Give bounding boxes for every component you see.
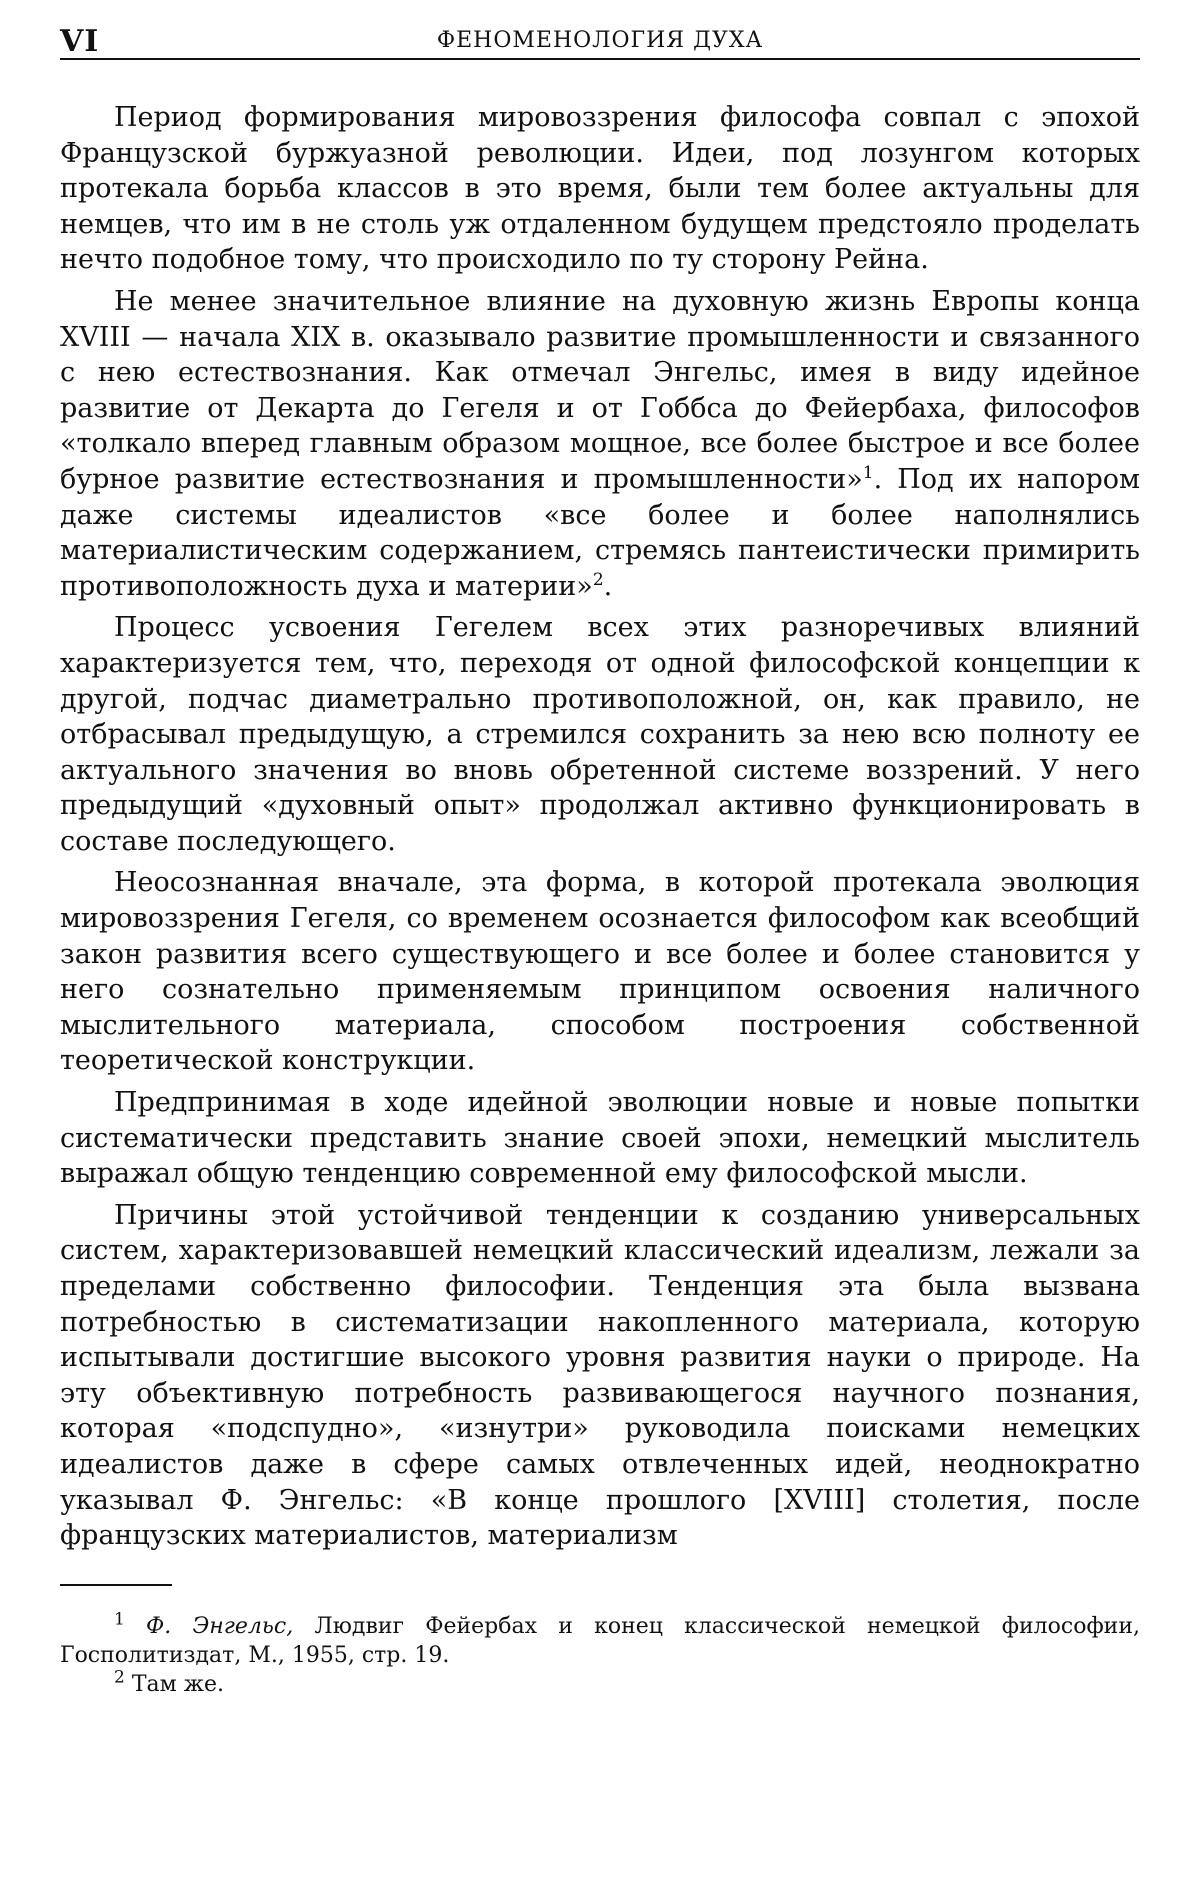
running-head (60, 18, 1140, 60)
paragraph-2 (60, 284, 1140, 604)
footnote-divider (60, 1584, 172, 1586)
paragraph-1: Период формирования мировоззрения философа совпал с эпохой Французской буржуазной революции. Идеи, под лозунгом которых протекала борьба классов в это время, были тем более актуальны для немцев, что им в не столь уж отдаленном будущем предстояло проделать нечто подобное тому, что происходило по ту сторону Рейна. (60, 102, 1140, 276)
footnote-ref-1: 1 (862, 462, 874, 483)
footnote-1-marker: 1 (114, 1609, 125, 1630)
paragraph-2-part-1: Не менее значительное влияние на духовную жизнь Европы конца XVIII — начала XIX в. оказывало развитие промышленности и связанного с нею естествознания. Как отмечал Энгельс, имея в виду идейное развитие от Декарта до Гегеля и от Гоббса до Фейербаха, философов «толкало вперед главным образом мощное, все более быстрое и все более бурное развитие естествознания и промышленности» (60, 285, 1140, 495)
paragraph-4: Неосознанная вначале, эта форма, в которой протекала эволюция мировоззрения Гегеля, со временем осознается философом как всеобщий закон развития всего существующего и все более и более становится у него сознательно применяемым принципом освоения наличного мыслительного материала, способом построения собственной теоретической конструкции. (60, 867, 1140, 1077)
body-text (60, 100, 1140, 1554)
book-page (60, 18, 1140, 1858)
footnote-2-marker: 2 (114, 1667, 125, 1688)
footnote-1 (60, 1609, 1140, 1670)
footnote-1-text: Людвиг Фейербах и конец классической немецкой философии, Госполитиздат, М., 1955, стр. 19. (60, 1613, 1140, 1668)
running-title: ФЕНОМЕНОЛОГИЯ ДУХА (436, 28, 764, 53)
page-number: VI (60, 24, 100, 59)
footnote-2 (60, 1667, 1140, 1699)
paragraph-2-part-2: . Под их напором даже системы идеалистов «все более и более наполнялись материалистическим содержанием, стремясь пантеистически примирить противоположность духа и материи» (60, 463, 1140, 602)
footnote-ref-2: 2 (592, 569, 604, 590)
paragraph-2-part-3: . (603, 570, 613, 602)
footnote-1-author: Ф. Энгельс, (146, 1613, 294, 1639)
footnote-2-text: Там же. (131, 1671, 224, 1697)
paragraph-3: Процесс усвоения Гегелем всех этих разноречивых влияний характеризуется тем, что, переходя от одной философской концепции к другой, подчас диаметрально противоположной, он, как правило, не отбрасывал предыдущую, а стремился сохранить за нею всю полноту ее актуального значения во вновь обретенной системе воззрений. У него предыдущий «духовный опыт» продолжал активно функционировать в составе последующего. (60, 612, 1140, 857)
footnotes (60, 1609, 1140, 1699)
paragraph-6: Причины этой устойчивой тенденции к созданию универсальных систем, характеризовавшей немецкий классический идеализм, лежали за пределами собственно философии. Тенденция эта была вызвана потребностью в систематизации накопленного материала, которую испытывали достигшие высокого уровня развития науки о природе. На эту объективную потребность развивающегося научного познания, которая «подспудно», «изнутри» руководила поисками немецких идеалистов даже в сфере самых отвлеченных идей, неоднократно указывал Ф. Энгельс: «В конце прошлого [XVIII] столетия, после французских материалистов, материализм (60, 1199, 1140, 1552)
paragraph-5: Предпринимая в ходе идейной эволюции новые и новые попытки систематически представить знание своей эпохи, немецкий мыслитель выражал общую тенденцию современной ему философской мысли. (60, 1087, 1140, 1190)
